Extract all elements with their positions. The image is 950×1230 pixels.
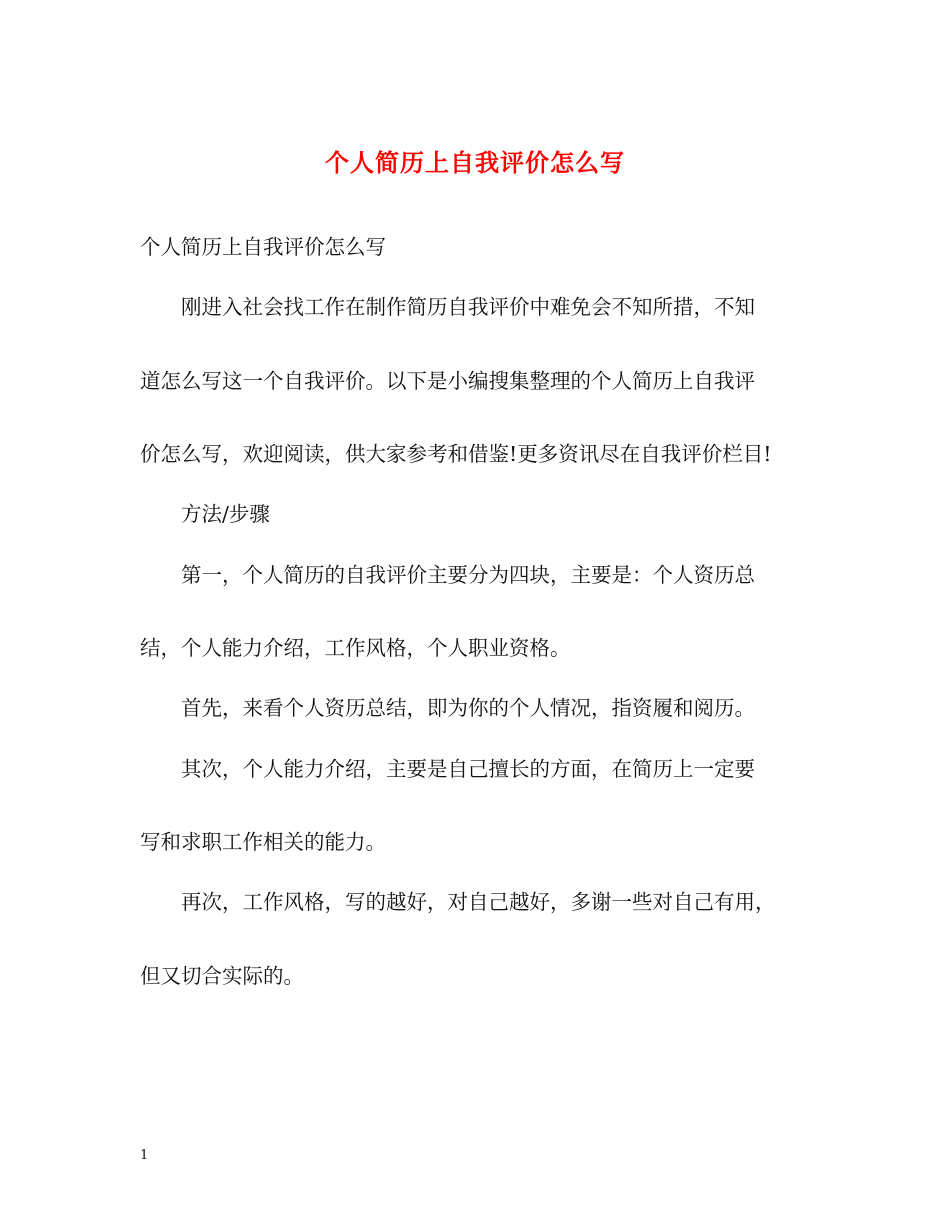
paragraph-line: 再次，工作风格，写的越好，对自己越好，多谢一些对自己有用， <box>181 890 776 914</box>
paragraph-line: 首先，来看个人资历总结，即为你的个人情况，指资履和阅历。 <box>181 696 755 720</box>
subtitle-line: 个人简历上自我评价怎么写 <box>140 235 386 259</box>
paragraph-line: 道怎么写这一个自我评价。以下是小编搜集整理的个人简历上自我评 <box>140 369 755 393</box>
paragraph-line: 写和求职工作相关的能力。 <box>140 830 386 854</box>
paragraph-line: 第一，个人简历的自我评价主要分为四块，主要是：个人资历总 <box>181 563 755 587</box>
document-title: 个人简历上自我评价怎么写 <box>325 148 625 177</box>
paragraph-line: 刚进入社会找工作在制作简历自我评价中难免会不知所措，不知 <box>181 295 755 319</box>
paragraph-line: 但又切合实际的。 <box>140 964 304 988</box>
paragraph-line: 价怎么写，欢迎阅读，供大家参考和借鉴!更多资讯尽在自我评价栏目! <box>140 442 772 466</box>
paragraph-line: 结，个人能力介绍，工作风格，个人职业资格。 <box>140 636 571 660</box>
paragraph-line: 其次，个人能力介绍，主要是自己擅长的方面，在简历上一定要 <box>181 757 755 781</box>
page-number: 1 <box>140 1148 149 1163</box>
section-heading: 方法/步骤 <box>181 502 270 526</box>
